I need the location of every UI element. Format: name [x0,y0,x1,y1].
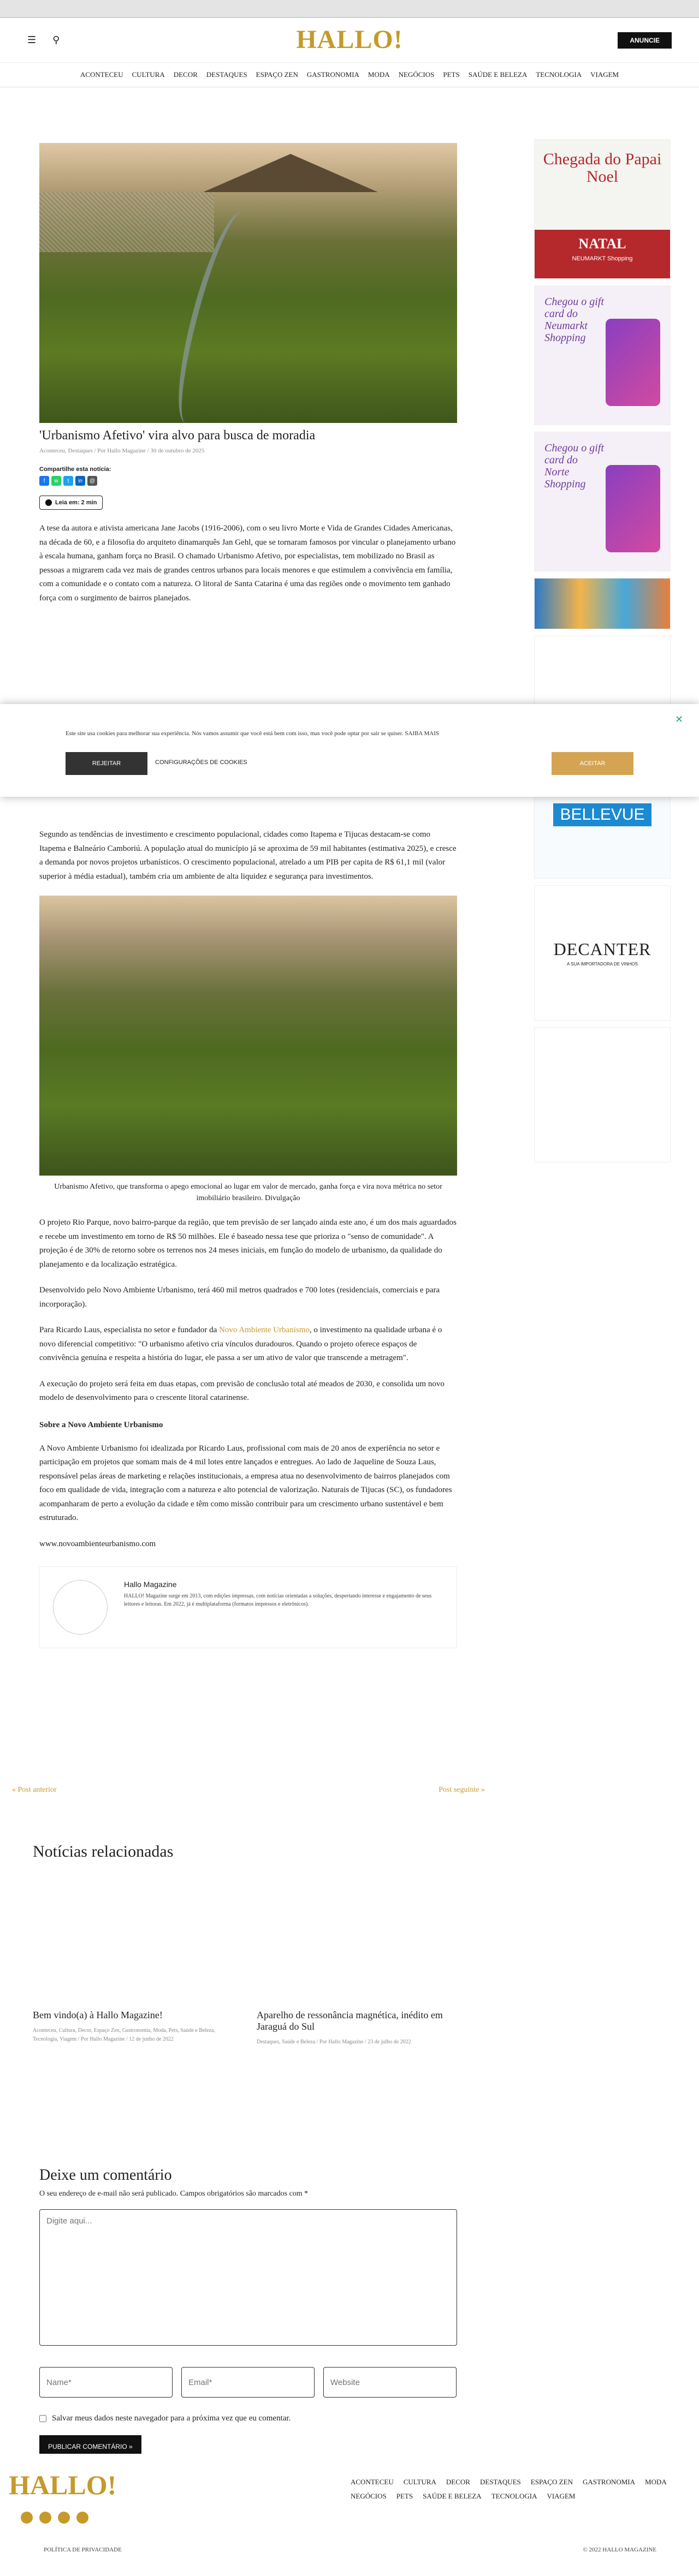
nav-item-tecnologia[interactable]: TECNOLOGIA [536,70,582,79]
article-paragraph-3: O projeto Rio Parque, novo bairro-parque da região, que tem previsão de ser lançado ainda este ano, é um dos mais aguardados e recebe um investimento em torno de R$ 50 milhões. Ele é baseado nessa tese que prioriza o "senso de comunidade". A projeção é de 30% de retorno sobre os terrenos nos 24 meses iniciais, em função do modelo de urbanismo, da qualidade do planejamento e da localização estratégica. [39,1218,457,1269]
save-data-checkbox[interactable] [39,2415,46,2422]
image-caption: Urbanismo Afetivo, que transforma o apego emocional ao lugar em valor de mercado, ganha força e vira nova métrica no setor imobiliário brasileiro. Divulgação [54,1183,442,1202]
author-bio: HALLO! Magazine surge em 2013, com edições impressas, com notícias orientadas a soluções, despertando interesse e engajamento de seus leitores e leitoras. Em 2022, já é multiplataforma (formatos impressos e eletrônicos). [124,1593,432,1607]
comment-textarea[interactable] [39,2209,457,2346]
footer-social [21,2512,88,2524]
top-bar [0,0,699,18]
article-paragraph-1: A tese da autora e ativista americana Jane Jacobs (1916-2006), com o seu livro Morte e Vida de Grandes Cidades Americanas, na década de 60, e a filosofia do arquiteto dinamarquês Jan Gehl, que se tornaram famosos por vincular o planejamento urbano à escala humana, ganham força no Brasil. O chamado Urbanismo Afetivo, por especialistas, tem mobilizado no Brasil as pessoas a migrarem cada vez mais de grandes centros urbanos para locais menores e que estimulem a convivência em família, com a comunidade e o contato com a natureza. O litoral de Santa Catarina é uma das regiões onde o movimento tem ganhado força com o surgimento de bairros planejados. [39,524,456,603]
ad-gift-norte[interactable] [534,432,671,571]
footer-nav-item[interactable]: NEGÓCIOS [351,2492,387,2500]
nav-item-destaques[interactable]: DESTAQUES [206,70,247,79]
decanter-tagline: A SUA IMPORTADORA DE VINHOS [567,962,638,967]
footer-nav [351,2478,667,2501]
gift-card-icon [606,465,660,552]
article-subheading: Sobre a Novo Ambiente Urbanismo [39,1420,163,1429]
related-item[interactable] [33,1883,224,2047]
article-continued [39,830,457,1648]
footer-nav-item[interactable]: CULTURA [403,2478,436,2486]
share-title: Compartilhe esta notícia: [39,466,111,473]
related-meta: Destaques, Saúde e Beleza / Por Hallo Magazine / 23 de julho de 2022 [257,2039,411,2045]
p5-pre: Para Ricardo Laus, especialista no setor e fundador da [39,1326,220,1334]
save-data-label: Salvar meus dados neste navegador para a próxima vez que eu comentar. [52,2414,291,2423]
post-navigation [12,1786,485,1794]
decanter-logo: DECANTER [553,939,651,959]
nav-item-decor[interactable]: DECOR [173,70,198,79]
footer-nav-item[interactable]: ESPAÇO ZEN [530,2478,573,2486]
related-heading: Notícias relacionadas [33,1842,174,1861]
nav-item-cultura[interactable]: CULTURA [132,70,165,79]
footer-nav-item[interactable]: DECOR [446,2478,470,2486]
privacy-link[interactable]: POLÍTICA DE PRIVACIDADE [44,2547,122,2553]
bellevue-logo: BELLEVUE [553,803,651,826]
page-container [0,87,699,2576]
website-field[interactable] [323,2367,457,2398]
article-paragraph-6: A execução do projeto será feita em duas etapas, com previsão de conclusão total até meados de 2030, e consolida um novo modelo de desenvolvimento para o crescente litoral catarinense. [39,1379,445,1402]
ad-decanter[interactable] [534,885,671,1021]
clock-icon [45,499,52,506]
author-avatar [53,1580,108,1635]
instagram-icon[interactable] [58,2512,70,2524]
email-icon[interactable]: @ [87,476,97,486]
share-bar [39,476,457,486]
youtube-icon[interactable] [76,2512,88,2524]
facebook-icon[interactable] [21,2512,33,2524]
nav-item-negocios[interactable]: NEGÓCIOS [398,70,435,79]
ad-brand-label: NEUMARKT Shopping [572,255,633,262]
article-paragraph-2: Segundo as tendências de investimento e crescimento populacional, cidades como Itapema e Tijucas destacam-se como Itapema e Balneário Camboriú. A população atual do município já se aproxima de 59 mil habitantes (estimativa 2025), e cresce a demanda por novos projetos urbanísticos. O crescimento populacional, atrelado a um PIB per capita de R$ 61,1 mil (valor superior à média estadual), também cria um ambiente de alta liquidez e segurança para investimentos. [39,830,457,881]
related-thumbnail[interactable] [257,1883,448,2003]
nav-item-espaco-zen[interactable]: ESPAÇO ZEN [256,70,298,79]
hero-image [39,143,457,423]
ad-natal-label: NATAL [578,236,626,252]
ad-gift-neumarkt[interactable] [534,285,671,425]
cookie-settings-link[interactable]: CONFIGURAÇÕES DE COOKIES [155,759,247,766]
author-name[interactable]: Hallo Magazine [124,1580,177,1589]
twitter-icon[interactable] [39,2512,51,2524]
footer-nav-item[interactable]: SAÚDE E BELEZA [423,2492,482,2500]
whatsapp-icon[interactable]: w [51,476,61,486]
cookie-read-more-link[interactable]: SAIBA MAIS [405,730,439,737]
related-item[interactable] [257,1883,448,2047]
footer-nav-item[interactable]: TECNOLOGIA [491,2492,537,2500]
p5-post: , o investimento na qualidade urbana é o novo diferencial competitivo: "O urbanismo afetivo cria vínculos duradouros. Quando o projeto oferece espaços de convivência genuína e respeita a história do lugar, ele passa a ser um ativo de valor que transcende a metragem". [39,1326,442,1362]
nav-item-pets[interactable]: PETS [443,70,460,79]
novo-ambiente-link[interactable]: Novo Ambiente Urbanismo [219,1326,310,1334]
related-title[interactable]: Aparelho de ressonância magnética, inédito em Jaraguá do Sul [257,2009,443,2032]
article-main [39,87,457,605]
cookie-accept-button[interactable]: ACEITAR [552,752,633,775]
ad-gift-title: Chegou o gift card do Neumarkt Shopping [544,296,604,344]
article-paragraph-5 [39,1323,457,1365]
read-time-label: Leia em: 2 min [55,499,97,506]
nav-item-aconteceu[interactable]: ACONTECEU [80,70,123,79]
search-icon[interactable]: ⚲ [52,34,60,46]
footer-logo[interactable]: HALLO! [9,2470,117,2500]
ad-papai-noel[interactable] [534,139,671,279]
cookie-reject-button[interactable]: REJEITAR [66,752,147,775]
nav-item-moda[interactable]: MODA [368,70,390,79]
hamburger-icon[interactable]: ☰ [27,34,37,46]
related-title[interactable]: Bem vindo(a) à Hallo Magazine! [33,2009,163,2020]
ad-colorful-banner[interactable] [534,578,671,629]
site-link[interactable]: www.novoambienteurbanismo.com [39,1539,156,1548]
close-icon[interactable]: ✕ [675,714,684,725]
footer-nav-item[interactable]: ACONTECEU [351,2478,394,2486]
footer-nav-item[interactable]: VIAGEM [547,2492,576,2500]
prev-post-link[interactable]: « Post anterior [12,1786,57,1794]
next-post-link[interactable]: Post seguinte » [439,1786,485,1794]
nav-item-saude-beleza[interactable]: SAÚDE E BELEZA [468,70,528,79]
article-meta: Aconteceu, Destaques / Por Hallo Magazine / 30 de outubro de 2025 [39,448,205,454]
twitter-icon[interactable]: t [63,476,73,486]
related-thumbnail[interactable] [33,1883,224,2003]
copyright: © 2022 HALLO MAGAZINE [583,2547,656,2553]
nav-item-viagem[interactable]: VIAGEM [590,70,619,79]
comment-note: O seu endereço de e-mail não será publicado. Campos obrigatórios são marcados com * [39,2190,309,2198]
linkedin-icon[interactable]: in [75,476,85,486]
ad-gift-title-2: Chegou o gift card do Norte Shopping [544,442,604,490]
author-box [39,1566,457,1648]
footer-nav-item[interactable]: MODA [645,2478,667,2486]
ad-blank-slot-2 [534,1027,671,1162]
gift-card-icon [606,319,660,406]
facebook-icon[interactable]: f [39,476,49,486]
sidebar [534,139,671,1169]
cookie-banner [0,704,699,797]
footer-nav-item[interactable]: GASTRONOMIA [582,2478,636,2486]
article-title: 'Urbanismo Afetivo' vira alvo para busca de moradia [39,428,316,443]
site-header [0,18,699,63]
nav-item-gastronomia[interactable]: GASTRONOMIA [306,70,359,79]
article-image-2 [39,896,457,1176]
related-news [33,1842,470,2047]
name-field[interactable] [39,2367,173,2398]
related-meta: Aconteceu, Cultura, Decor, Espaço Zen, Gastronomia, Moda, Pets, Saúde e Beleza, Tecnologia, Viagem / Por Hallo Magazine / 12 de junho de 2022 [33,2028,215,2042]
email-field[interactable] [181,2367,315,2398]
read-time-badge [39,496,103,510]
site-logo[interactable]: HALLO! [296,25,403,54]
anuncie-button[interactable]: ANUNCIE [618,32,672,49]
ad-papai-title: Chegada do Papai Noel [543,150,662,186]
comment-heading: Deixe um comentário [39,2167,172,2184]
article-paragraph-4: Desenvolvido pelo Novo Ambiente Urbanismo, terá 460 mil metros quadrados e 700 lotes (residenciais, comerciais e para incorporação). [39,1286,440,1309]
article-paragraph-7: A Novo Ambiente Urbanismo foi idealizada por Ricardo Laus, profissional com mais de 20 anos de experiência no setor e participação em projetos que somam mais de 4 mil lotes entre lançados e entregues. Ao lado de Jaqueline de Souza Laus, responsável pelas áreas de marketing e relações institucionais, a empresa atua no desenvolvimento de bairros planejados com foco em qualidade de vida, integração com a natureza e alto potencial de valorização. Naturais de Tijucas (SC), os fundadores acompanharam de perto a evolução da cidade e têm como missão contribuir para um crescimento urbano sustentável e bem estruturado. [39,1444,452,1522]
main-nav [0,63,699,87]
comment-form [39,2167,457,2458]
cookie-text [66,730,439,737]
submit-comment-button[interactable]: PUBLICAR COMENTÁRIO » [39,2435,141,2458]
footer-nav-item[interactable]: PETS [396,2492,413,2500]
footer-nav-item[interactable]: DESTAQUES [479,2478,521,2486]
site-footer [0,2454,699,2571]
cookie-message: Este site usa cookies para melhorar sua experiência. Nós vamos assumir que você está bem com isso, mas você pode optar por sair se quiser. [66,730,404,737]
